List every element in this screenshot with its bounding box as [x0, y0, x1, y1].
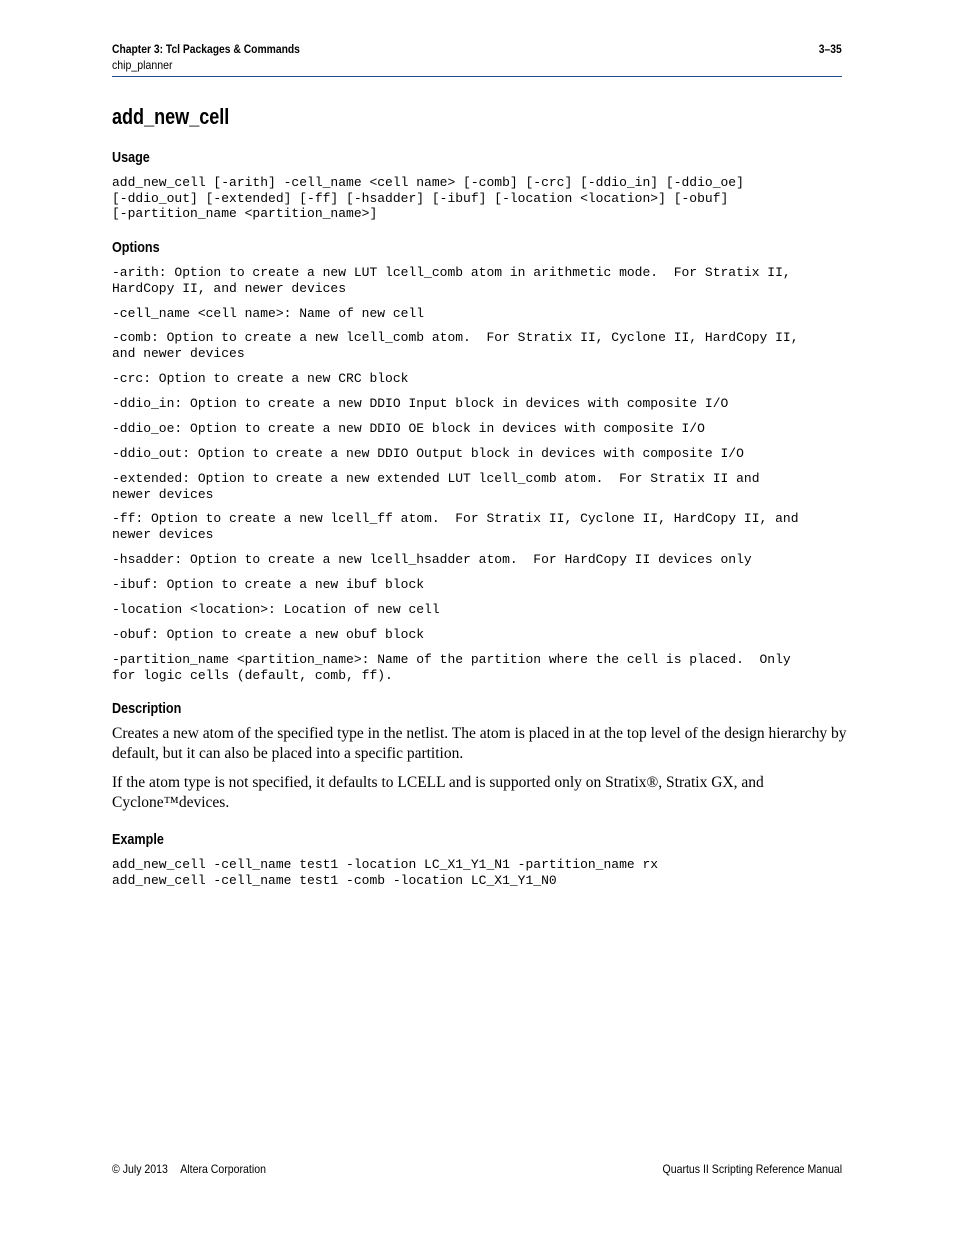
- option-arith: -arith: Option to create a new LUT lcell_comb atom in arithmetic mode. For Stratix II, HardCopy II, and newer devices: [112, 265, 791, 296]
- example-heading: Example: [112, 831, 164, 848]
- chapter-title: Chapter 3: Tcl Packages & Commands: [112, 42, 300, 56]
- example-code: [112, 857, 842, 888]
- option-location: -location <location>: Location of new cell: [112, 602, 440, 617]
- example-line: add_new_cell -cell_name test1 -location LC_X1_Y1_N1 -partition_name rx: [112, 857, 659, 872]
- section-name: chip_planner: [112, 58, 173, 72]
- footer-left: [112, 1162, 266, 1176]
- option-extended: -extended: Option to create a new extended LUT lcell_comb atom. For Stratix II and newer devices: [112, 471, 760, 502]
- footer-manual-title: Quartus II Scripting Reference Manual: [662, 1162, 842, 1176]
- option-crc: -crc: Option to create a new CRC block: [112, 371, 409, 386]
- option-hsadder: -hsadder: Option to create a new lcell_hsadder atom. For HardCopy II devices only: [112, 552, 752, 567]
- option-partition-name: -partition_name <partition_name>: Name of the partition where the cell is placed. Only for logic cells (default, comb, ff).: [112, 652, 791, 683]
- option-obuf: -obuf: Option to create a new obuf block: [112, 627, 425, 642]
- usage-line: [-ddio_out] [-extended] [-ff] [-hsadder] [-ibuf] [-location <location>] [-obuf]: [112, 190, 729, 206]
- option-ff: -ff: Option to create a new lcell_ff atom. For Stratix II, Cyclone II, HardCopy II, and newer devices: [112, 511, 799, 542]
- description-heading: Description: [112, 700, 182, 717]
- footer-date: © July 2013: [112, 1162, 168, 1176]
- page-title: add_new_cell: [112, 104, 230, 129]
- usage-heading: Usage: [112, 149, 150, 166]
- header-rule: [112, 76, 842, 77]
- option-comb: -comb: Option to create a new lcell_comb atom. For Stratix II, Cyclone II, HardCopy II, and newer devices: [112, 330, 799, 361]
- usage-code: [112, 175, 842, 222]
- usage-line: [-partition_name <partition_name>]: [112, 206, 378, 222]
- page-number: 3–35: [819, 42, 842, 56]
- option-ddio-oe: -ddio_oe: Option to create a new DDIO OE block in devices with composite I/O: [112, 421, 705, 436]
- description-paragraph: Creates a new atom of the specified type in the netlist. The atom is placed in at the top level of the design hierarchy by default, but it can also be placed into a specific partition.: [112, 725, 847, 762]
- options-heading: Options: [112, 239, 160, 256]
- usage-line: add_new_cell [-arith] -cell_name <cell name> [-comb] [-crc] [-ddio_in] [-ddio_oe]: [112, 175, 744, 190]
- option-ibuf: -ibuf: Option to create a new ibuf block: [112, 577, 425, 592]
- example-line: add_new_cell -cell_name test1 -comb -location LC_X1_Y1_N0: [112, 872, 557, 888]
- option-cell-name: -cell_name <cell name>: Name of new cell: [112, 306, 425, 321]
- option-ddio-in: -ddio_in: Option to create a new DDIO Input block in devices with composite I/O: [112, 396, 729, 411]
- footer-company: Altera Corporation: [180, 1162, 266, 1176]
- option-ddio-out: -ddio_out: Option to create a new DDIO Output block in devices with composite I/O: [112, 446, 744, 461]
- description-paragraph: If the atom type is not specified, it defaults to LCELL and is supported only on Stratix®, Stratix GX, and Cyclone™devices.: [112, 774, 764, 811]
